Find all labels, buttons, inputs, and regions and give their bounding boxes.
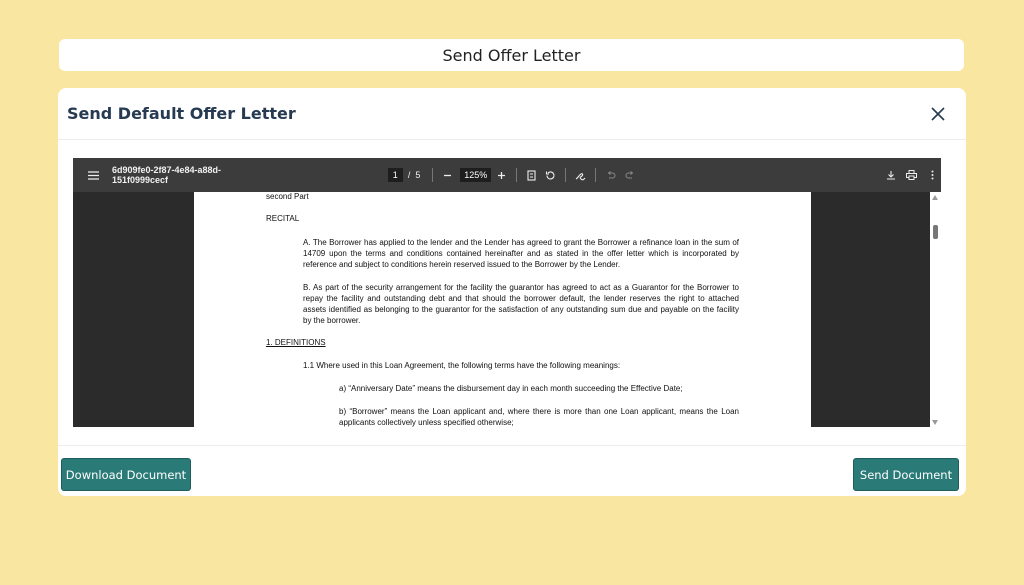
modal-header	[58, 88, 966, 140]
download-icon[interactable]	[882, 166, 899, 184]
doc-definitions-intro: 1.1 Where used in this Loan Agreement, the following terms have the following meanings:	[303, 361, 621, 370]
scroll-thumb[interactable]	[933, 225, 938, 239]
offer-letter-modal	[58, 88, 966, 496]
pdf-file-name: 6d909fe0-2f87-4e84-a88d-151f0999cecf	[111, 165, 222, 185]
pdf-toolbar	[73, 158, 941, 192]
redo-icon[interactable]	[621, 166, 638, 184]
page-separator: /	[407, 170, 411, 180]
fit-page-icon[interactable]	[523, 166, 540, 184]
zoom-level-input[interactable]: 125%	[460, 168, 491, 182]
print-icon[interactable]	[903, 166, 920, 184]
toolbar-divider	[595, 168, 596, 182]
annotate-icon[interactable]	[572, 166, 589, 184]
total-pages: 5	[415, 170, 421, 180]
toolbar-divider	[516, 168, 517, 182]
modal-footer	[58, 445, 966, 496]
scroll-down-arrow-icon[interactable]	[932, 420, 938, 425]
toolbar-divider	[565, 168, 566, 182]
doc-paragraph-b: B. As part of the security arrangement for the facility the guarantor has agreed to act as a Guarantor for the Borrower to repay the facility and outstanding debt and that should the borrower default, the lender reserves the right to attached assets identified as belonging to the guarantor for the satisfaction of any outstanding sum due and payable on the facility by the borrower.	[303, 283, 739, 325]
pdf-viewer	[73, 158, 941, 427]
scroll-up-arrow-icon[interactable]	[932, 195, 938, 200]
pdf-scrollbar[interactable]	[930, 192, 941, 427]
doc-definition-b: b) “Borrower” means the Loan applicant and, where there is more than one Loan applicant, means the Loan applicants collectively unless specified otherwise;	[339, 407, 739, 427]
menu-icon[interactable]	[85, 166, 102, 184]
doc-definitions-heading: 1. DEFINITIONS	[266, 338, 326, 347]
rotate-icon[interactable]	[542, 166, 559, 184]
doc-recital-heading: RECITAL	[266, 214, 300, 223]
page-number-input[interactable]: 1	[388, 168, 403, 182]
doc-second-part: second Part	[266, 192, 309, 201]
close-button[interactable]	[926, 102, 950, 126]
more-options-icon[interactable]	[924, 166, 941, 184]
zoom-in-icon[interactable]	[493, 166, 510, 184]
toolbar-divider	[432, 168, 433, 182]
doc-paragraph-a: A. The Borrower has applied to the lender and the Lender has agreed to grant the Borrower a refinance loan in the sum of 14709 upon the terms and conditions contained hereinafter and as stated in the offer letter which is incorporated by reference and subject to conditions herein reserved issued to the Borrower by the Lender.	[303, 238, 739, 269]
download-document-button[interactable]: Download Document	[61, 458, 191, 491]
zoom-out-icon[interactable]	[439, 166, 456, 184]
pdf-page	[194, 192, 811, 427]
doc-definition-a: a) “Anniversary Date” means the disbursement day in each month succeeding the Effective Date;	[339, 384, 683, 393]
page-title-bar	[59, 39, 964, 71]
send-document-button[interactable]: Send Document	[853, 458, 959, 491]
modal-title: Send Default Offer Letter	[67, 104, 296, 123]
page-title: Send Offer Letter	[442, 45, 581, 65]
close-icon[interactable]	[931, 107, 945, 121]
undo-icon[interactable]	[602, 166, 619, 184]
